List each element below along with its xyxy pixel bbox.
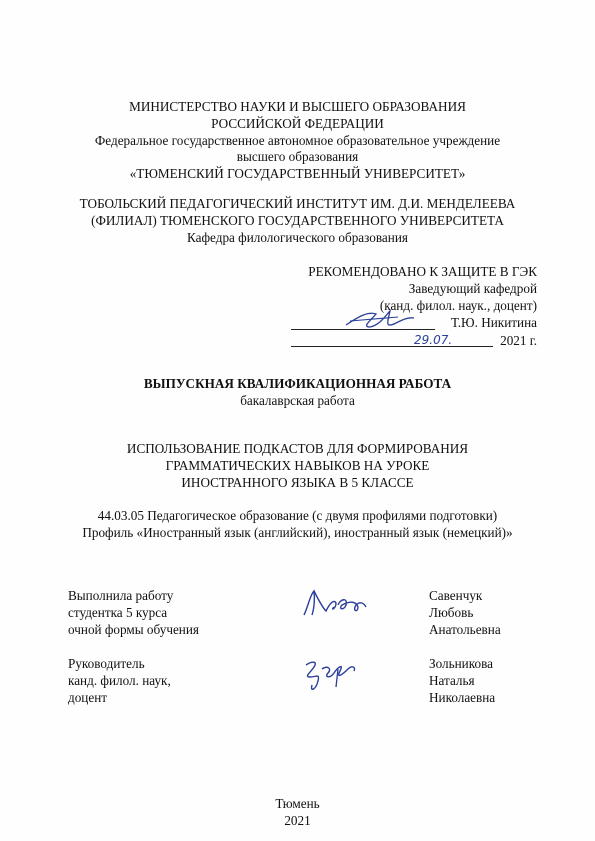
recommended-label: РЕКОМЕНДОВАНО К ЗАЩИТЕ В ГЭК	[308, 264, 537, 279]
head-degree: (канд. филол. наук., доцент)	[379, 298, 537, 313]
supervisor-role-line-1: Руководитель	[68, 656, 145, 671]
footer-city: Тюмень	[275, 796, 320, 811]
institution-line-2: высшего образования	[236, 149, 359, 164]
author-surname: Савенчук	[429, 588, 483, 603]
author-patronymic: Анатольевна	[429, 622, 501, 637]
head-title: Заведующий кафедрой	[408, 281, 537, 296]
head-signature	[340, 305, 420, 335]
supervisor-name: Наталья	[429, 673, 475, 688]
supervisor-role-line-3: доцент	[68, 690, 108, 705]
specialty: 44.03.05 Педагогическое образование (с двумя профилями подготовки)	[97, 508, 498, 523]
work-title-line-3: ИНОСТРАННОГО ЯЗЫКА В 5 КЛАССЕ	[181, 475, 414, 490]
ministry-line-1: МИНИСТЕРСТВО НАУКИ И ВЫСШЕГО ОБРАЗОВАНИЯ	[129, 99, 466, 114]
supervisor-surname: Зольникова	[429, 656, 493, 671]
approval-date-handwritten: 29.07.	[414, 333, 453, 347]
institution-line-1: Федеральное государственное автономное образовательное учреждение	[94, 133, 501, 148]
profile: Профиль «Иностранный язык (английский), иностранный язык (немецкий)»	[82, 525, 513, 540]
author-role-line-1: Выполнила работу	[68, 588, 174, 603]
branch-line-1: ТОБОЛЬСКИЙ ПЕДАГОГИЧЕСКИЙ ИНСТИТУТ ИМ. Д.И. МЕНДЕЛЕЕВА	[79, 196, 516, 211]
author-role-line-2: студентка 5 курса	[68, 605, 168, 620]
work-title-line-1: ИСПОЛЬЗОВАНИЕ ПОДКАСТОВ ДЛЯ ФОРМИРОВАНИЯ	[126, 441, 469, 456]
work-subtype: бакалаврская работа	[240, 393, 355, 408]
branch-line-2: (ФИЛИАЛ) ТЮМЕНСКОГО ГОСУДАРСТВЕННОГО УНИВЕРСИТЕТА	[91, 213, 504, 228]
department-name: Кафедра филологического образования	[187, 230, 408, 245]
work-type: ВЫПУСКНАЯ КВАЛИФИКАЦИОННАЯ РАБОТА	[143, 376, 452, 391]
author-role-line-3: очной формы обучения	[68, 622, 199, 637]
author-name: Любовь	[429, 605, 474, 620]
supervisor-signature	[300, 655, 360, 697]
head-name: Т.Ю. Никитина	[451, 315, 537, 330]
author-signature	[300, 585, 370, 621]
approval-year: 2021 г.	[500, 333, 537, 348]
ministry-line-2: РОССИЙСКОЙ ФЕДЕРАЦИИ	[211, 116, 384, 131]
supervisor-patronymic: Николаевна	[429, 690, 496, 705]
date-line	[291, 346, 493, 347]
university-name: «ТЮМЕНСКИЙ ГОСУДАРСТВЕННЫЙ УНИВЕРСИТЕТ»	[129, 166, 466, 181]
supervisor-role-line-2: канд. филол. наук,	[68, 673, 171, 688]
work-title-line-2: ГРАММАТИЧЕСКИХ НАВЫКОВ НА УРОКЕ	[165, 458, 430, 473]
footer-year: 2021	[284, 813, 311, 828]
